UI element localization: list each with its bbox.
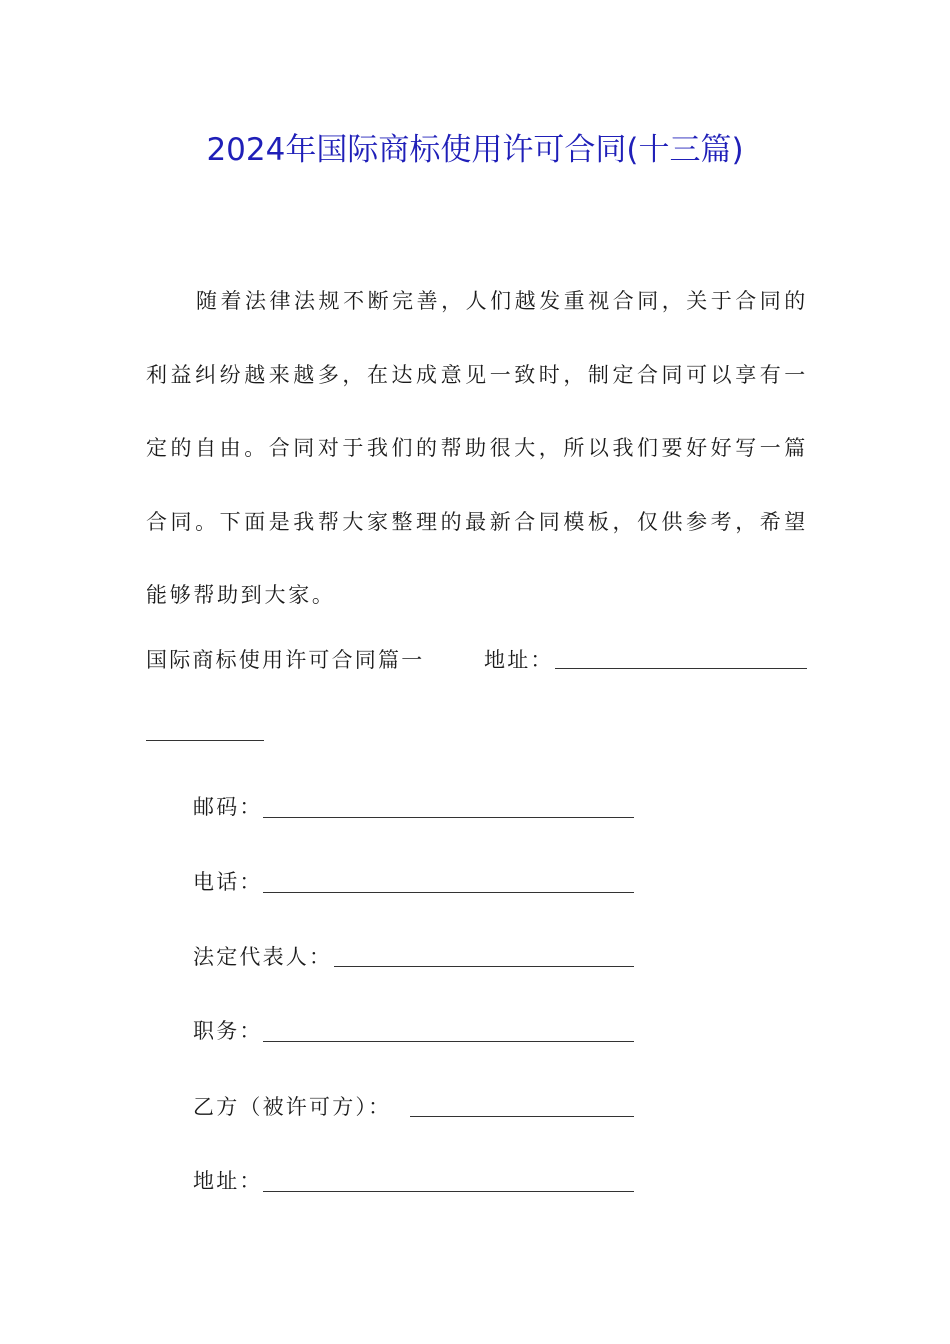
address-blank-line-a[interactable] [555,668,807,669]
address-blank-line-b[interactable] [263,1191,634,1192]
phone-blank-line[interactable] [263,892,634,893]
postcode-blank-line[interactable] [263,817,634,818]
phone-label: 电话： [193,870,263,894]
section-heading: 国际商标使用许可合同篇一 [146,648,425,672]
position-blank-line[interactable] [263,1041,634,1042]
address-blank-line-a-continued[interactable] [146,740,264,741]
intro-paragraph: 随着法律法规不断完善，人们越发重视合同，关于合同的利益纠纷越来越多，在达成意见一致时，制定合同可以享有一定的自由。合同对于我们的帮助很大，所以我们要好好写一篇合同。下面是我帮大家整理的最新合同模板，仅供参考，希望能够帮助到大家。 [146,289,808,607]
address-label-a: 地址： [484,648,554,672]
legal-representative-blank-line[interactable] [334,966,634,967]
postcode-label: 邮码： [193,795,263,819]
address-label-b: 地址： [193,1169,263,1193]
party-b-blank-line[interactable] [410,1116,634,1117]
party-b-label: 乙方（被许可方）： [193,1095,392,1119]
document-title: 2024年国际商标使用许可合同(十三篇) [206,132,744,168]
legal-representative-label: 法定代表人： [193,945,333,969]
position-label: 职务： [193,1019,263,1043]
